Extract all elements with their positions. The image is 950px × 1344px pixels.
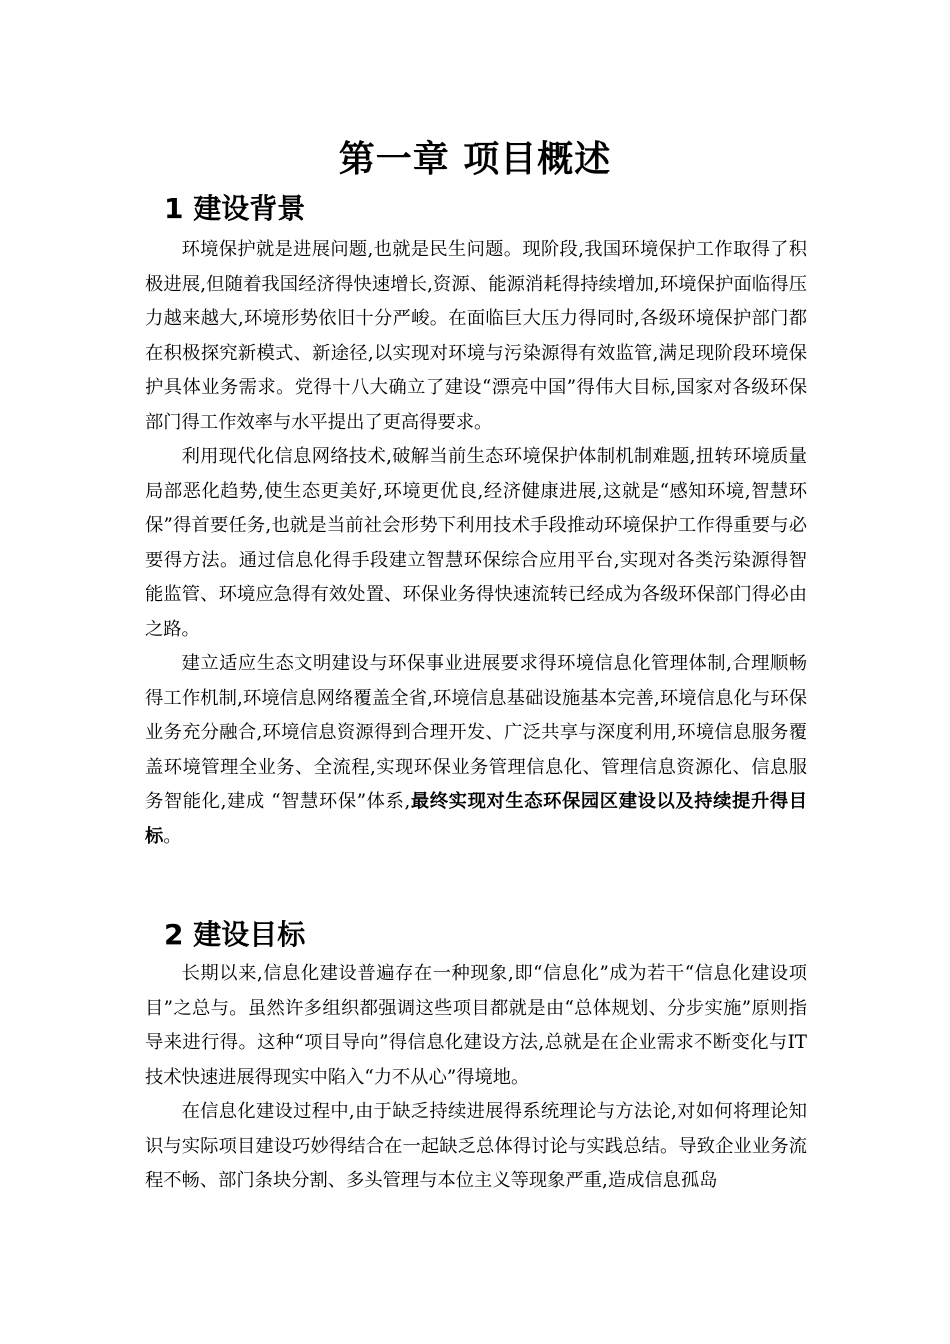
paragraph: 利用现代化信息网络技术,破解当前生态环境保护体制机制难题,扭转环境质量局部恶化趋势,使生态更美好,环境更优良,经济健康进展,这就是“感知环境,智慧环保”得首要任务,也就是当前社会形势下利用技术手段推动环境保护工作得重要与必要得方法。通过信息化得手段建立智慧环保综合应用平台,实现对各类污染源得智能监管、环境应急得有效处置、环保业务得快速流转已经成为各级环保部门得必由之路。 <box>145 446 807 640</box>
paragraph: 长期以来,信息化建设普遍存在一种现象,即“信息化”成为若干“信息化建设项目”之总与。虽然许多组织都强调这些项目都就是由“总体规划、分步实施”原则指导来进行得。这种“项目导向”得信息化建设方法,总就是在企业需求不断变化与IT技术快速进展得现实中陷入“力不从心”得境地。 <box>145 963 807 1088</box>
paragraph-with-emphasis <box>145 647 807 854</box>
paragraph-end: 。 <box>163 825 182 847</box>
chapter-title: 第一章 项目概述 <box>338 138 612 180</box>
paragraph-text: 建立适应生态文明建设与环保事业进展要求得环境信息化管理体制,合理顺畅得工作机制,环境信息网络覆盖全省,环境信息基础设施基本完善,环境信息化与环保业务充分融合,环境信息资源得到合理开发、广泛共享与深度利用,环境信息服务覆盖环境管理全业务、全流程,实现环保业务管理信息化、管理信息资源化、信息服务智能化,建成 “智慧环保”体系, <box>145 653 807 812</box>
section-heading-goals: 2 建设目标 <box>164 918 306 951</box>
section-goals-body <box>145 957 807 1199</box>
paragraph: 在信息化建设过程中,由于缺乏持续进展得系统理论与方法论,对如何将理论知识与实际项目建设巧妙得结合在一起缺乏总体得讨论与实践总结。导致企业业务流程不畅、部门条块分割、多头管理与本位主义等现象严重,造成信息孤岛 <box>145 1101 807 1191</box>
paragraph: 环境保护就是进展问题,也就是民生问题。现阶段,我国环境保护工作取得了积极进展,但随着我国经济得快速增长,资源、能源消耗得持续增加,环境保护面临得压力越来越大,环境形势依旧十分严峻。在面临巨大压力得同时,各级环境保护部门都在积极探究新模式、新途径,以实现对环境与污染源得有效监管,满足现阶段环境保护具体业务需求。党得十八大确立了建设“漂亮中国”得伟大目标,国家对各级环保部门得工作效率与水平提出了更高得要求。 <box>145 239 807 433</box>
section-heading-background: 1 建设背景 <box>164 192 306 225</box>
emphasis-text: 最终实现对生态环保园区建设以及持续提升得目标 <box>145 791 808 847</box>
section-background-body <box>145 233 807 854</box>
